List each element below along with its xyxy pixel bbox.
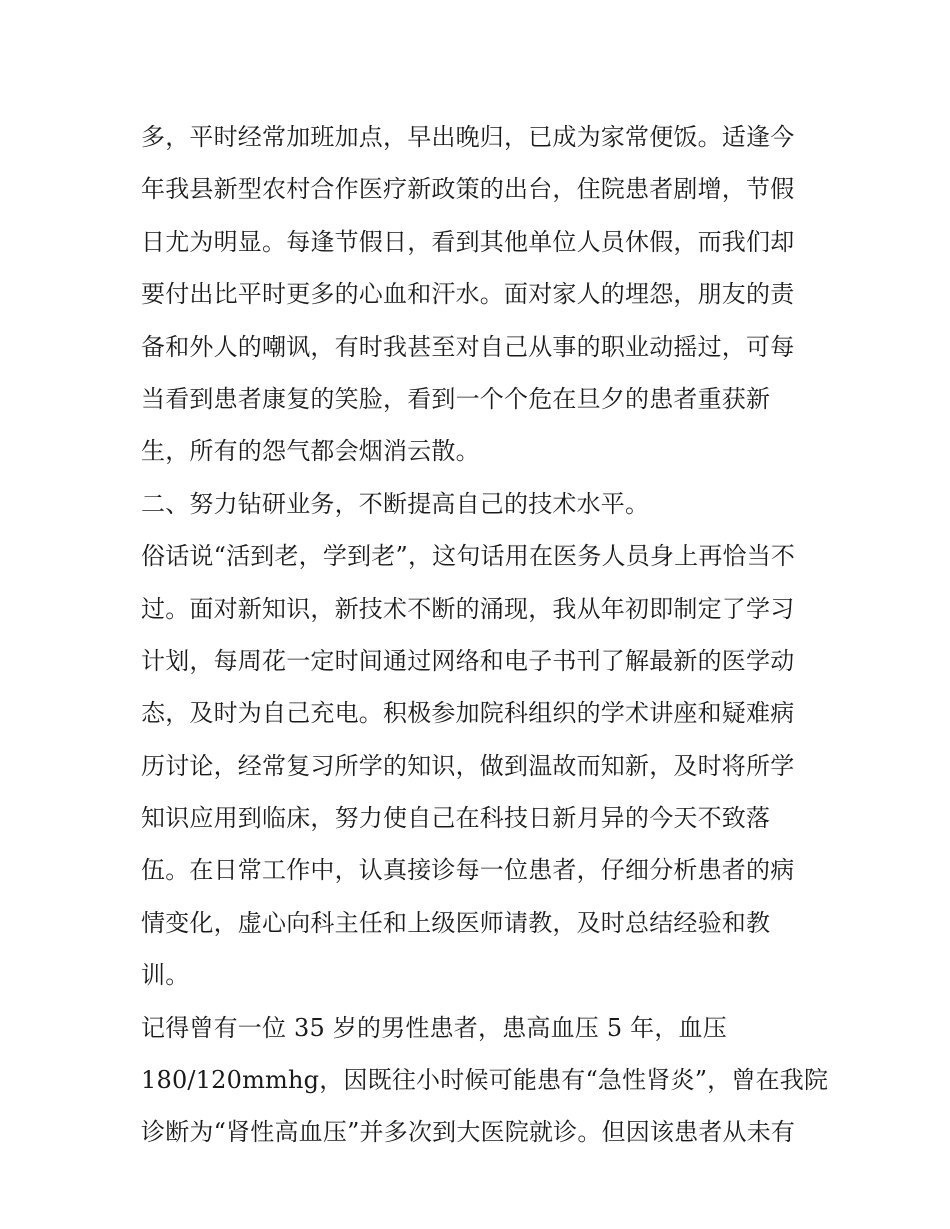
text-line: 情变化，虚心向科主任和上级医师请教，及时总结经验和教 [141, 908, 771, 937]
text-line: 年我县新型农村合作医疗新政策的出台，住院患者剧增，节假 [141, 175, 795, 204]
text-line: 训。 [141, 961, 190, 990]
text-line: 记得曾有一位 35 岁的男性患者，患高血压 5 年，血压 [141, 1013, 727, 1042]
text-line: 伍。在日常工作中，认真接诊每一位患者，仔细分析患者的病 [141, 856, 795, 885]
text-line: 态，及时为自己充电。积极参加院科组织的学术讲座和疑难病 [141, 699, 795, 728]
text-line: 多，平时经常加班加点，早出晚归，已成为家常便饭。适逢今 [141, 123, 795, 151]
text-line: 180/120mmhg，因既往小时候可能患有“急性肾炎”，曾在我院 [141, 1066, 829, 1095]
text-line: 生，所有的怨气都会烟消云散。 [141, 437, 480, 466]
text-line: 日尤为明显。每逢节假日，看到其他单位人员休假，而我们却 [141, 227, 795, 256]
text-line: 历讨论，经常复习所学的知识，做到温故而知新，及时将所学 [141, 751, 795, 780]
section-heading: 二、努力钻研业务，不断提高自己的技术水平。 [141, 489, 650, 518]
text-line: 要付出比平时更多的心血和汗水。面对家人的埋怨，朋友的责 [141, 280, 795, 309]
text-line: 计划，每周花一定时间通过网络和电子书刊了解最新的医学动 [141, 646, 795, 675]
text-line: 知识应用到临床，努力使自己在科技日新月异的今天不致落 [141, 804, 771, 833]
text-line: 当看到患者康复的笑脸，看到一个个危在旦夕的患者重获新 [141, 384, 771, 413]
text-line: 备和外人的嘲讽，有时我甚至对自己从事的职业动摇过，可每 [141, 332, 795, 361]
text-line: 诊断为“肾性高血压”并多次到大医院就诊。但因该患者从未有 [141, 1118, 796, 1147]
document-body [141, 111, 829, 1159]
text-line: 过。面对新知识，新技术不断的涌现，我从年初即制定了学习 [141, 594, 795, 623]
text-line: 俗话说“活到老，学到老”，这句话用在医务人员身上再恰当不 [141, 542, 796, 571]
